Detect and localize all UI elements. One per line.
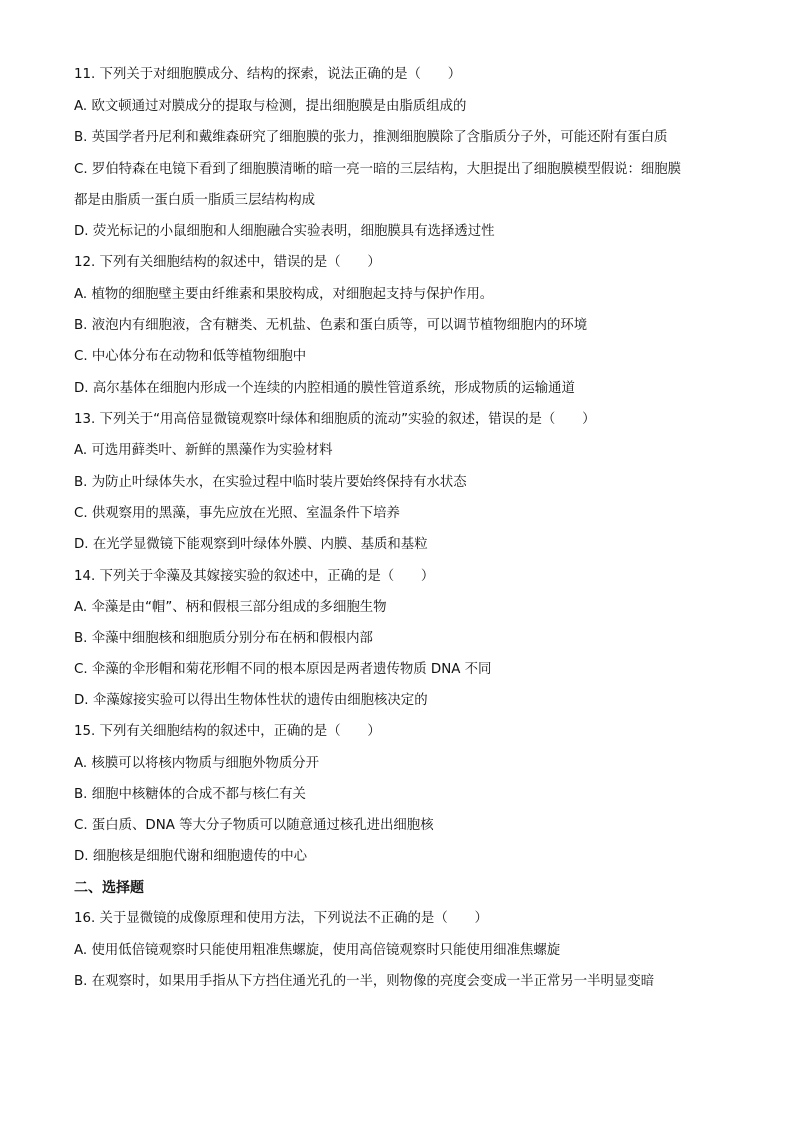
question-12-option-c: C. 中心体分布在动物和低等植物细胞中 xyxy=(74,349,307,364)
question-11-option-a: A. 欧文顿通过对膜成分的提取与检测，提出细胞膜是由脂质组成的 xyxy=(74,99,467,114)
question-14-stem: 14. 下列关于伞藻及其嫁接实验的叙述中，正确的是（ ） xyxy=(74,569,435,584)
question-11-option-c-continued: 都是由脂质一蛋白质一脂质三层结构构成 xyxy=(74,193,316,208)
question-11-option-d: D. 荧光标记的小鼠细胞和人细胞融合实验表明，细胞膜具有选择透过性 xyxy=(74,224,495,239)
question-12-option-a: A. 植物的细胞壁主要由纤维素和果胶构成，对细胞起支持与保护作用。 xyxy=(74,287,494,302)
question-15-option-c: C. 蛋白质、DNA 等大分子物质可以随意通过核孔进出细胞核 xyxy=(74,818,434,833)
question-14-option-a: A. 伞藻是由“帽”、柄和假根三部分组成的多细胞生物 xyxy=(74,600,387,615)
question-15-option-a: A. 核膜可以将核内物质与细胞外物质分开 xyxy=(74,756,320,771)
question-15-option-b: B. 细胞中核糖体的合成不都与核仁有关 xyxy=(74,787,306,802)
question-16-option-a: A. 使用低倍镜观察时只能使用粗准焦螺旋，使用高倍镜观察时只能使用细准焦螺旋 xyxy=(74,943,561,958)
question-14-option-b: B. 伞藻中细胞核和细胞质分别分布在柄和假根内部 xyxy=(74,631,373,646)
section-heading: 二、选择题 xyxy=(74,880,144,896)
question-15-stem: 15. 下列有关细胞结构的叙述中，正确的是（ ） xyxy=(74,724,381,739)
question-15-option-d: D. 细胞核是细胞代谢和细胞遗传的中心 xyxy=(74,849,308,864)
question-12-option-d: D. 高尔基体在细胞内形成一个连续的内腔相通的膜性管道系统，形成物质的运输通道 xyxy=(74,381,575,396)
question-13-option-d: D. 在光学显微镜下能观察到叶绿体外膜、内膜、基质和基粒 xyxy=(74,537,428,552)
question-11-option-c: C. 罗伯特森在电镜下看到了细胞膜清晰的暗一亮一暗的三层结构，大胆提出了细胞膜模型假说：细胞膜 xyxy=(74,162,682,177)
question-16-stem: 16. 关于显微镜的成像原理和使用方法，下列说法不正确的是（ ） xyxy=(74,911,488,926)
question-13-stem: 13. 下列关于“用高倍显微镜观察叶绿体和细胞质的流动”实验的叙述，错误的是（ ） xyxy=(74,412,596,427)
question-14-option-c: C. 伞藻的伞形帽和菊花形帽不同的根本原因是两者遗传物质 DNA 不同 xyxy=(74,662,492,677)
question-14-option-d: D. 伞藻嫁接实验可以得出生物体性状的遗传由细胞核决定的 xyxy=(74,693,428,708)
question-16-option-b: B. 在观察时，如果用手指从下方挡住通光孔的一半，则物像的亮度会变成一半正常另一半明显变暗 xyxy=(74,974,655,989)
question-13-option-b: B. 为防止叶绿体失水，在实验过程中临时装片要始终保持有水状态 xyxy=(74,475,467,490)
question-11-stem: 11. 下列关于对细胞膜成分、结构的探索，说法正确的是（ ） xyxy=(74,67,462,82)
question-12-stem: 12. 下列有关细胞结构的叙述中，错误的是（ ） xyxy=(74,255,381,270)
question-12-option-b: B. 液泡内有细胞液，含有糖类、无机盐、色素和蛋白质等，可以调节植物细胞内的环境 xyxy=(74,318,588,333)
question-11-option-b: B. 英国学者丹尼利和戴维森研究了细胞膜的张力，推测细胞膜除了含脂质分子外，可能还附有蛋白质 xyxy=(74,130,668,145)
question-13-option-a: A. 可选用藓类叶、新鲜的黑藻作为实验材料 xyxy=(74,443,333,458)
question-13-option-c: C. 供观察用的黑藻，事先应放在光照、室温条件下培养 xyxy=(74,506,400,521)
